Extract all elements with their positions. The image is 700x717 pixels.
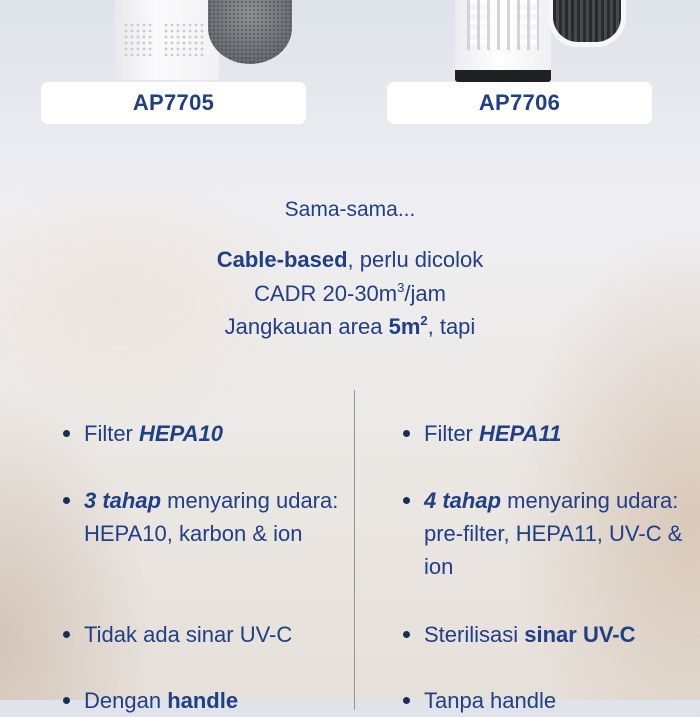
intro-area-bold (389, 314, 428, 339)
intro-cadr-pre: CADR 20-30m (254, 281, 398, 306)
feature-item (60, 618, 345, 651)
bullet-icon (63, 697, 70, 704)
intro-line-cadr (0, 281, 700, 307)
bullet-icon (403, 430, 410, 437)
intro-cadr-post: /jam (404, 281, 446, 306)
vent-slots-icon (467, 0, 539, 50)
vent-holes-icon (163, 22, 205, 56)
feature-item (60, 684, 345, 717)
bullet-icon (403, 697, 410, 704)
bullet-icon (403, 631, 410, 638)
feature-bold: 3 tahap (84, 488, 162, 513)
feature-bold: HEPA10 (139, 421, 223, 446)
feature-pre: Filter (424, 421, 479, 446)
feature-item (400, 484, 685, 583)
purifier-ap7705-image (115, 0, 219, 80)
intro-area-sup: 2 (420, 313, 428, 328)
feature-bold: 4 tahap (424, 488, 502, 513)
column-divider (354, 390, 355, 710)
feature-item (60, 417, 345, 450)
bullet-icon (63, 430, 70, 437)
feature-item (400, 417, 685, 450)
feature-pre: Tanpa handle (424, 688, 557, 713)
bullet-icon (63, 497, 70, 504)
carbon-filter-image (208, 0, 292, 64)
feature-item (400, 618, 685, 651)
feature-bold: HEPA11 (479, 421, 562, 446)
feature-item (400, 684, 685, 717)
feature-post: menyaring udara: HEPA10, karbon & ion (84, 488, 339, 546)
intro-cable-rest: , perlu dicolok (347, 247, 484, 272)
feature-pre: Dengan (84, 688, 168, 713)
intro-line-cable (0, 247, 700, 273)
intro-area-post: , tapi (427, 314, 476, 339)
bullet-icon (403, 497, 410, 504)
feature-post: menyaring udara: pre-filter, HEPA11, UV-C & ion (424, 488, 683, 579)
feature-bold: handle (167, 688, 239, 713)
feature-item (60, 484, 345, 550)
intro-area-value: 5m (388, 314, 421, 339)
intro-area-pre: Jangkauan area (224, 314, 389, 339)
feature-pre: Sterilisasi (424, 622, 525, 647)
hepa-filter-image (548, 0, 626, 47)
purifier-base (455, 70, 551, 82)
intro-line-area (0, 314, 700, 340)
intro-same: Sama-sama... (284, 198, 416, 221)
purifier-ap7706-image (455, 0, 551, 82)
model-label-right: AP7706 (387, 82, 652, 124)
feature-pre: Filter (84, 421, 139, 446)
model-label-left: AP7705 (41, 82, 306, 124)
intro-cadr-sup: 3 (397, 280, 405, 295)
feature-pre: Tidak ada sinar UV-C (84, 622, 293, 647)
intro-cable-bold: Cable-based (216, 247, 348, 272)
vent-holes-icon (123, 22, 153, 56)
bullet-icon (63, 631, 70, 638)
feature-bold: sinar UV-C (524, 622, 636, 647)
